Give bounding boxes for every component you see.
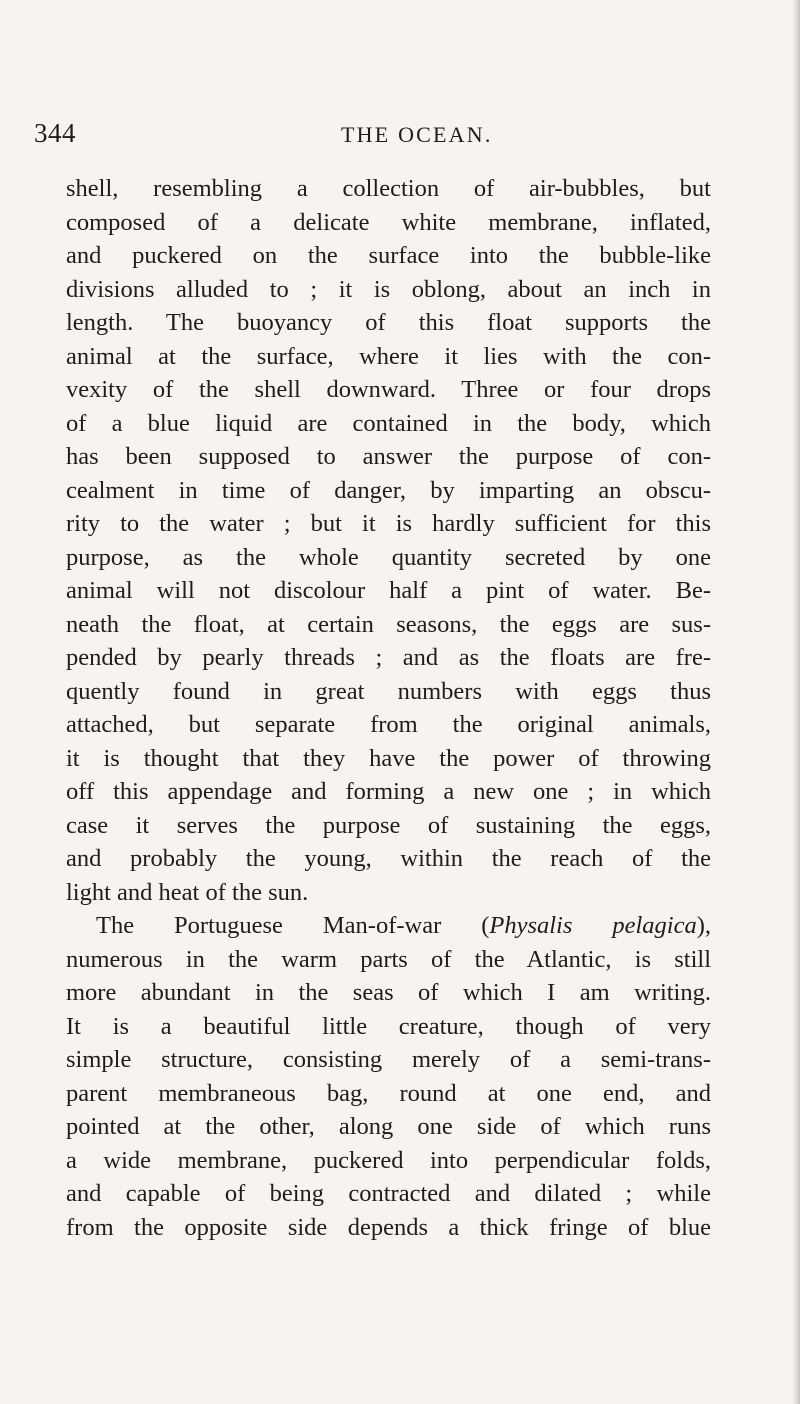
text-line: pointed at the other, along one side of which runs xyxy=(66,1113,711,1140)
species-name: Physalis pelagica xyxy=(489,912,697,939)
text-line: cealment in time of danger, by imparting an obscu- xyxy=(66,476,711,504)
page-edge-shadow xyxy=(792,0,800,1404)
text-line: light and heat of the sun. xyxy=(66,878,309,906)
text-line: has been supposed to answer the purpose of con- xyxy=(66,443,711,470)
text-line: neath the float, at certain seasons, the eggs are sus- xyxy=(66,610,711,638)
text-line: It is a beautiful little creature, though of very xyxy=(66,1012,711,1040)
text-line: more abundant in the seas of which I am writing. xyxy=(66,979,711,1006)
text-line: case it serves the purpose of sustaining the eggs, xyxy=(66,811,711,839)
running-head: THE OCEAN. xyxy=(341,122,493,147)
text-line: and capable of being contracted and dilated ; while xyxy=(66,1180,711,1207)
text-line: simple structure, consisting merely of a semi-trans- xyxy=(66,1046,711,1073)
text-line: off this appendage and forming a new one ; in which xyxy=(66,778,711,805)
text-line: divisions alluded to ; it is oblong, about an inch in xyxy=(66,275,711,303)
text-line: parent membraneous bag, round at one end, and xyxy=(66,1079,711,1107)
text-line: and puckered on the surface into the bubble-like xyxy=(66,242,711,269)
text-line: of a blue liquid are contained in the body, which xyxy=(66,409,711,437)
text-run: ), xyxy=(696,912,711,939)
text-run: The Portuguese Man-of-war ( xyxy=(96,912,490,939)
text-line: quently found in great numbers with eggs thus xyxy=(66,677,711,705)
page-header xyxy=(0,118,800,158)
text-line: it is thought that they have the power of throwing xyxy=(66,744,711,772)
body-text xyxy=(66,172,711,1244)
text-line: from the opposite side depends a thick fringe of blue xyxy=(66,1213,711,1241)
page-number: 344 xyxy=(34,118,76,148)
text-line: rity to the water ; but it is hardly sufficient for this xyxy=(66,510,711,537)
text-line: numerous in the warm parts of the Atlantic, is still xyxy=(66,945,711,973)
text-line: a wide membrane, puckered into perpendicular folds, xyxy=(66,1146,711,1174)
text-line: composed of a delicate white membrane, inflated, xyxy=(66,208,711,236)
text-line: vexity of the shell downward. Three or four drops xyxy=(66,376,711,403)
text-line: and probably the young, within the reach of the xyxy=(66,845,711,872)
text-line: length. The buoyancy of this float supports the xyxy=(66,309,711,336)
text-line: pended by pearly threads ; and as the floats are fre- xyxy=(66,644,711,671)
text-line: animal will not discolour half a pint of water. Be- xyxy=(66,577,711,604)
text-line: animal at the surface, where it lies with the con- xyxy=(66,342,711,370)
text-line: attached, but separate from the original animals, xyxy=(66,711,711,738)
text-line: shell, resembling a collection of air-bubbles, but xyxy=(66,175,711,202)
text-line: purpose, as the whole quantity secreted by one xyxy=(66,543,711,571)
paragraph-opening-line xyxy=(66,909,711,943)
